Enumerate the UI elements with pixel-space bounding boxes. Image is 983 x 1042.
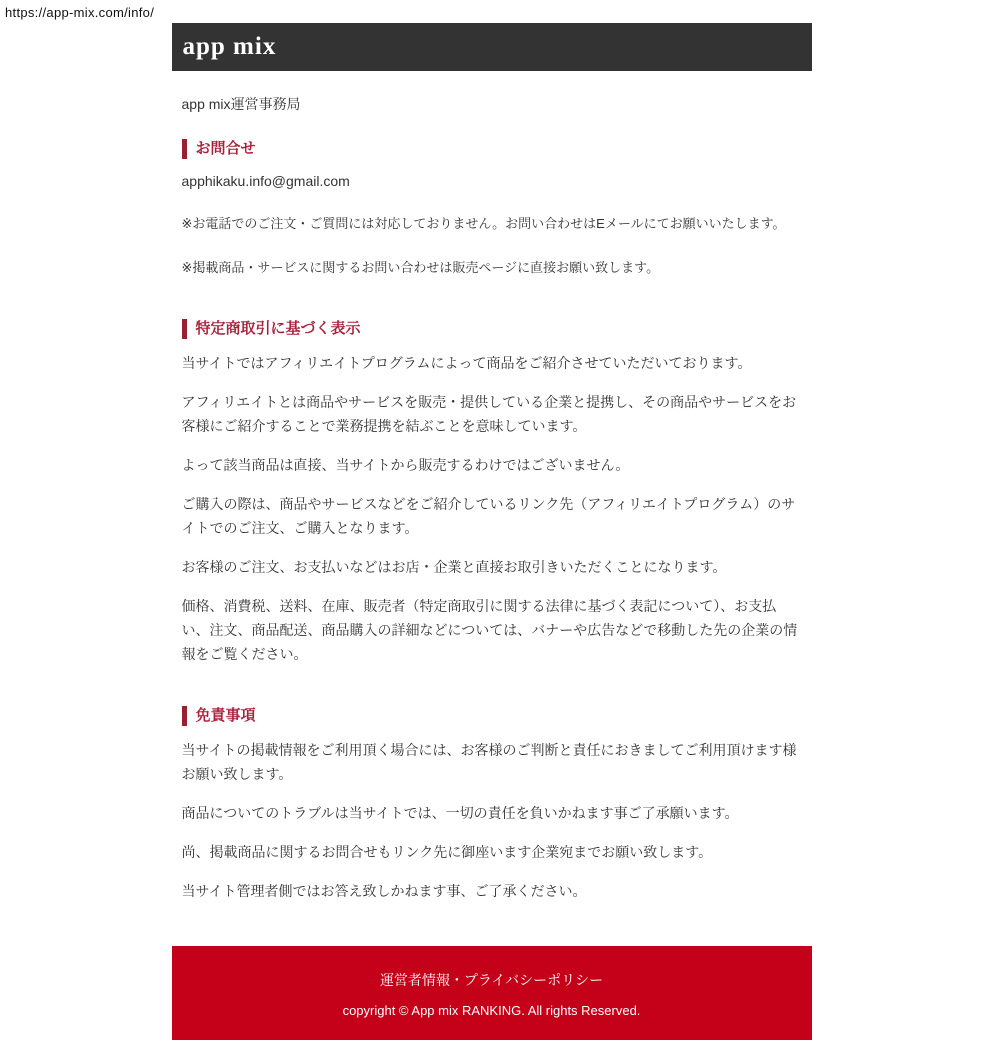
copyright-text: copyright © App mix RANKING. All rights Reserved. [342, 1003, 641, 1018]
trade-paragraph: アフィリエイトとは商品やサービスを販売・提供している企業と提携し、その商品やサービスをお客様にご紹介することで業務提携を結ぶことを意味しています。 [181, 394, 797, 434]
disclaimer-paragraph: 当サイトの掲載情報をご利用頂く場合には、お客様のご判断と責任におきましてご利用頂けます様お願い致します。 [181, 742, 797, 782]
operator-line: app mix運営事務局 [181, 96, 301, 112]
page-container [172, 23, 812, 1040]
disclaimer-paragraph: 当サイト管理者側ではお答え致しかねます事、ご了承ください。 [181, 883, 587, 899]
trade-paragraph: よって該当商品は直接、当サイトから販売するわけではございません。 [181, 457, 630, 473]
contact-note-products: ※掲載商品・サービスに関するお問い合わせは販売ページに直接お願い致します。 [181, 260, 660, 275]
trade-paragraph: 価格、消費税、送料、在庫、販売者（特定商取引に関する法律に基づく表記について）、お支払い、注文、商品配送、商品購入の詳細などについては、バナーや広告などで移動した先の企業の情報をご覧ください。 [181, 598, 798, 662]
trade-law-heading: 特定商取引に基づく表示 [182, 319, 802, 339]
section-disclaimer [182, 706, 802, 903]
site-title[interactable]: app mix [182, 33, 277, 60]
privacy-policy-link[interactable]: 運営者情報・プライバシーポリシー [379, 972, 604, 988]
contact-email: apphikaku.info@gmail.com [181, 173, 350, 189]
trade-paragraph: ご購入の際は、商品やサービスなどをご紹介しているリンク先（アフィリエイトプログラム）のサイトでのご注文、ご購入となります。 [181, 496, 796, 536]
main-content [172, 94, 812, 903]
contact-note-phone: ※お電話でのご注文・ご質問には対応しておりません。お問い合わせはEメールにてお願いいたします。 [181, 216, 786, 231]
trade-paragraph: 当サイトではアフィリエイトプログラムによって商品をご紹介させていただいております。 [181, 355, 752, 371]
trade-paragraph: お客様のご注文、お支払いなどはお店・企業と直接お取引きいただくことになります。 [181, 559, 727, 575]
section-trade-law [182, 319, 802, 666]
section-contact [182, 139, 802, 277]
disclaimer-paragraph: 商品についてのトラブルは当サイトでは、一切の責任を負いかねます事ご了承願います。 [181, 805, 739, 821]
page-url-text: https://app-mix.com/info/ [5, 5, 155, 20]
site-header [172, 23, 812, 71]
disclaimer-heading: 免責事項 [182, 706, 802, 726]
page-footer [172, 946, 812, 1040]
contact-heading: お問合せ [182, 139, 802, 159]
disclaimer-paragraph: 尚、掲載商品に関するお問合せもリンク先に御座います企業宛までお願い致します。 [181, 844, 713, 860]
